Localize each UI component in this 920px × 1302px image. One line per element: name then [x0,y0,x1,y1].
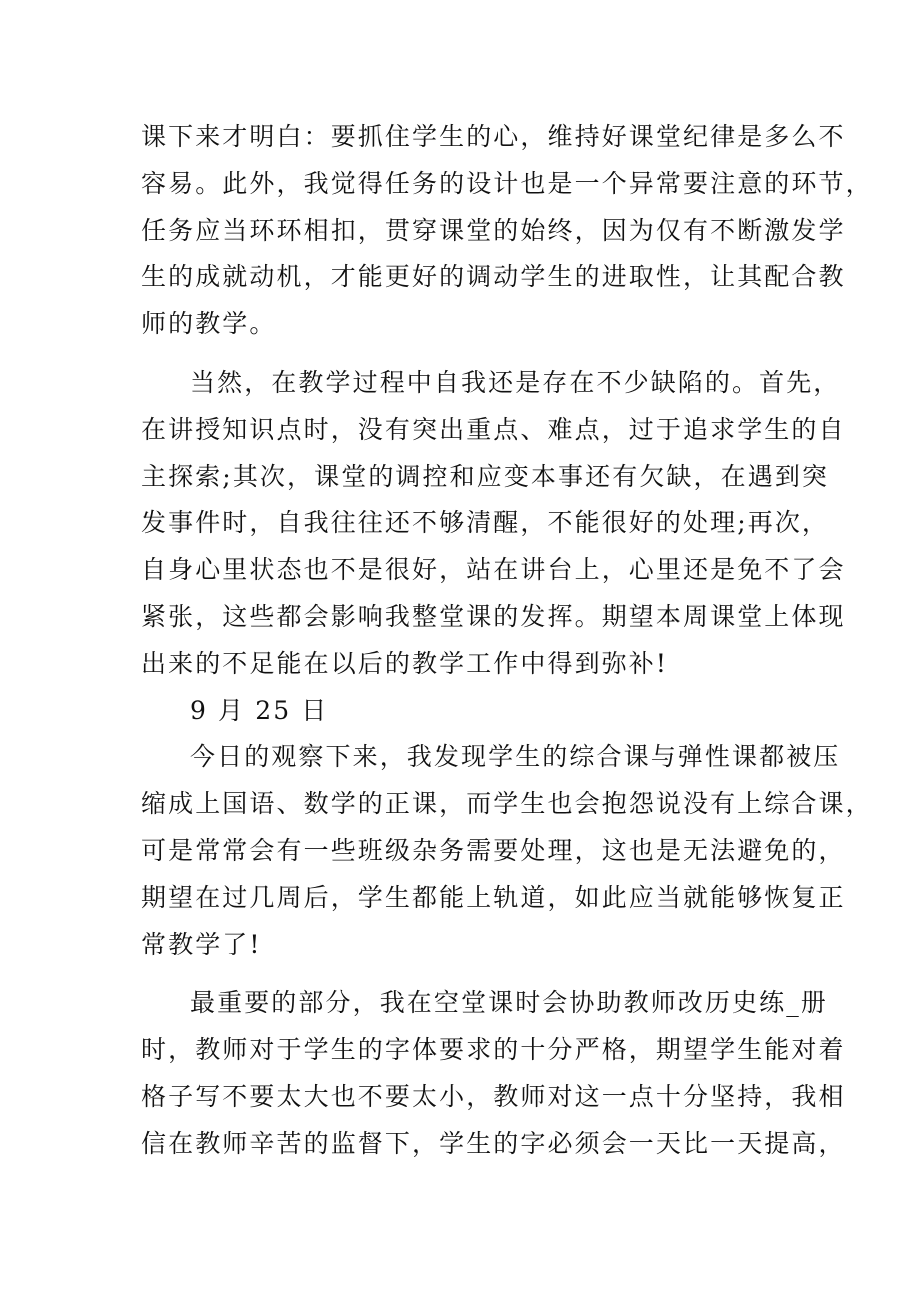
text-line: 容易。此外，我觉得任务的设计也是一个异常要注意的环节， [141,168,873,198]
text-line: 格子写不要太大也不要太小，教师对这一点十分坚持，我相 [141,1081,846,1111]
paragraph-2 [141,360,846,688]
text-line: 生的成就动机，才能更好的调动学生的进取性，让其配合教 [141,262,846,292]
text-line: 常教学了! [141,929,262,959]
text-line: 可是常常会有一些班级杂务需要处理，这也是无法避免的， [141,835,846,865]
text-line: 缩成上国语、数学的正课，而学生也会抱怨说没有上综合课， [141,789,873,819]
text-line: 课下来才明白：要抓住学生的心，维持好课堂纪律是多么不 [141,122,846,151]
text-line: 任务应当环环相扣，贯穿课堂的始终，因为仅有不断激发学 [141,215,846,245]
text-line: 信在教师辛苦的监督下，学生的字必须会一天比一天提高， [141,1128,846,1158]
paragraph-gap [141,968,801,980]
paragraph-3 [141,734,873,968]
text-line: 在讲授知识点时，没有突出重点、难点，过于追求学生的自 [141,414,846,444]
text-line: 期望在过几周后，学生都能上轨道，如此应当就能够恢复正 [141,882,846,912]
paragraph-1 [141,114,873,348]
text-line: 师的教学。 [141,309,277,339]
text-line: 当然，在教学过程中自我还是存在不少缺陷的。首先， [190,367,841,397]
text-line: 时，教师对于学生的字体要求的十分严格，期望学生能对着 [141,1035,846,1065]
paragraph-4 [141,980,846,1167]
document-body [141,114,873,1168]
text-line: 主探索;其次，课堂的调控和应变本事还有欠缺，在遇到突 [141,461,830,491]
text-line: 发事件时，自我往往还不够清醒，不能很好的处理;再次， [141,508,830,538]
text-line: 今日的观察下来，我发现学生的综合课与弹性课都被压 [190,742,841,772]
text-line: 最重要的部分，我在空堂课时会协助教师改历史练_册 [190,988,828,1018]
text-line: 出来的不足能在以后的教学工作中得到弥补! [141,648,669,678]
date-heading [141,688,801,735]
date-line: 9 月 25 日 [190,695,329,725]
text-line: 紧张，这些都会影响我整堂课的发挥。期望本周课堂上体现 [141,601,846,631]
text-line: 自身心里状态也不是很好，站在讲台上，心里还是免不了会 [141,555,846,585]
paragraph-gap [141,348,801,360]
